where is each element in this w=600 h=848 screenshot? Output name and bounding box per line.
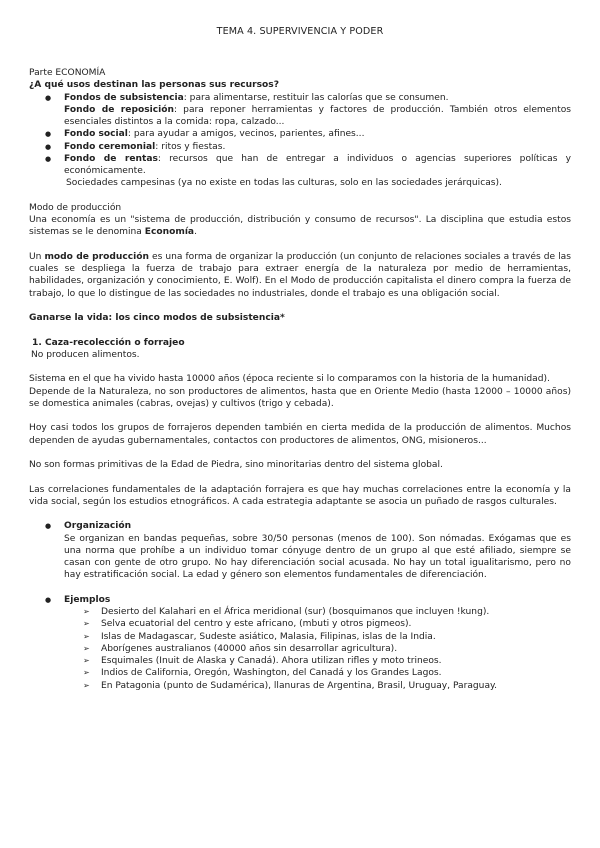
arrow-bullet-icon: ➢ — [83, 668, 90, 678]
list-item — [29, 92, 571, 104]
list-item: ➢ Islas de Madagascar, Sudeste asiático, Malasia, Filipinas, islas de la India. — [83, 631, 436, 642]
fondos-note: Sociedades campesinas (ya no existe en todas las culturas, solo en las sociedades jerárquicas). — [66, 178, 502, 189]
organizacion-heading: Organización — [64, 521, 132, 532]
list-item: ➢ Esquimales (Inuit de Alaska y Canadá). Ahora utilizan rifles y moto trineos. — [83, 656, 442, 666]
paragraph-no-son: No son formas primitivas de la Edad de Piedra, sino minoritarias dentro del sistema global. — [29, 460, 443, 470]
paragraph-depende: Depende de la Naturaleza, no son productores de alimentos, hasta que en Oriente Medio (hasta 12000 – 10000 años) se domestica animales (cabras, ovejas) y cultivos (trigo y cebada). — [29, 386, 571, 409]
ejemplos-list — [29, 594, 571, 606]
fondo-label: Fondo de rentas — [64, 153, 158, 164]
paragraph-sistema: Sistema en el que ha vivido hasta 10000 años (época reciente si lo comparamos con la historia de la humanidad). — [29, 374, 550, 385]
question-heading: ¿A qué usos destinan las personas sus recursos? — [29, 80, 279, 91]
fondo-label: Fondo social — [64, 129, 128, 140]
fondo-label: Fondo de reposición — [64, 104, 174, 115]
ejemplos-heading: Ejemplos — [64, 594, 111, 605]
paragraph-hoy: Hoy casi todos los grupos de forrajeros dependen también en cierta medida de la producción de alimentos. Muchos dependen de ayudas gubernamentales, contactos con productores de alimentos, ONG, misioneros... — [29, 423, 571, 446]
list-item — [29, 153, 571, 178]
list-item: ➢ Aborígenes australianos (40000 años sin desarrollar agricultura). — [83, 643, 398, 654]
fondos-list-2 — [29, 128, 571, 177]
list-item — [29, 128, 571, 140]
arrow-bullet-icon: ➢ — [83, 607, 90, 616]
arrow-bullet-icon: ➢ — [83, 656, 90, 665]
arrow-bullet-icon: ➢ — [83, 680, 90, 690]
caza-subtitle: No producen alimentos. — [31, 349, 140, 360]
modo-paragraph-1: Una economía es un "sistema de producción, distribución y consumo de recursos". La disciplina que estudia estos sistemas se le denomina Economía. — [29, 215, 571, 238]
fondos-list — [29, 92, 571, 104]
paragraph-correlaciones: Las correlaciones fundamentales de la adaptación forrajera es que hay muchas correlaciones entre la economía y la vida social, según los estudios etnográficos. A cada estrategia adaptante se asocia un puñado de rasgos culturales. — [29, 484, 571, 507]
fondo-label: Fondo ceremonial — [64, 141, 156, 152]
list-item — [29, 141, 571, 153]
fondo-reposicion — [29, 104, 571, 129]
caza-heading: 1. Caza-recolección o forrajeo — [32, 337, 185, 348]
arrow-bullet-icon: ➢ — [83, 643, 90, 653]
fondo-text: : para reponer herramientas y factores de producción. También otros elementos esenciales distintos a la comida: ropa, calzado... — [64, 104, 571, 127]
document-body — [29, 67, 571, 692]
organizacion-text: Se organizan en bandas pequeñas, sobre 30/50 personas (menos de 100). Son nómadas. Exógamas que es una norma que prohíbe a un individuo tomar cónyuge dentro de un grupo al que esté afiliado, siempre se casan con gente de otro grupo. No hay diferenciación social acusada. No hay un total igualitarismo, pero no hay estratificación social. La edad y género son elementos fundamentales de diferenciación. — [64, 533, 571, 581]
part-heading: Parte ECONOMÍA — [29, 68, 106, 78]
ganarse-heading: Ganarse la vida: los cinco modos de subsistencia* — [29, 313, 285, 323]
fondo-label: Fondos de subsistencia — [64, 92, 184, 103]
modo-heading: Modo de producción — [29, 202, 122, 213]
list-item — [29, 520, 571, 581]
document-title: TEMA 4. SUPERVIVENCIA Y PODER — [216, 26, 384, 37]
fondo-text: : para ayudar a amigos, vecinos, parientes, afines... — [127, 129, 365, 140]
list-item: ➢ Desierto del Kalahari en el África meridional (sur) (bosquimanos que incluyen !kung). — [83, 607, 490, 617]
fondo-text: : para alimentarse, restituir las calorías que se consumen. — [183, 92, 449, 103]
list-item: ➢ Selva ecuatorial del centro y este africano, (mbuti y otros pigmeos). — [83, 619, 412, 630]
arrow-bullet-icon: ➢ — [83, 631, 90, 641]
list-item: ➢ Indios de California, Oregón, Washington, del Canadá y los Grandes Lagos. — [83, 668, 442, 679]
fondo-text: : ritos y fiestas. — [155, 141, 226, 152]
list-item: ➢ En Patagonia (punto de Sudamérica), llanuras de Argentina, Brasil, Uruguay, Paraguay. — [83, 680, 497, 691]
arrow-bullet-icon: ➢ — [83, 619, 90, 629]
fondo-text: : recursos que han de entregar a individuos o agencias superiores políticas y económicamente. — [64, 153, 571, 176]
ejemplos-items — [29, 606, 571, 692]
modo-paragraph-2: Un modo de producción es una forma de organizar la producción (un conjunto de relaciones sociales a través de las cuales se despliega la fuerza de trabajo para extraer energía de la naturaleza por medio de herramientas, habilidades, organización y conocimiento, E. Wolf). En el Modo de producción capitalista el dinero compra la fuerza de trabajo, lo que lo distingue de las sociedades no industriales, donde el trabajo es una obligación social. — [29, 251, 571, 299]
list-item — [29, 594, 571, 606]
organizacion-list — [29, 520, 571, 581]
